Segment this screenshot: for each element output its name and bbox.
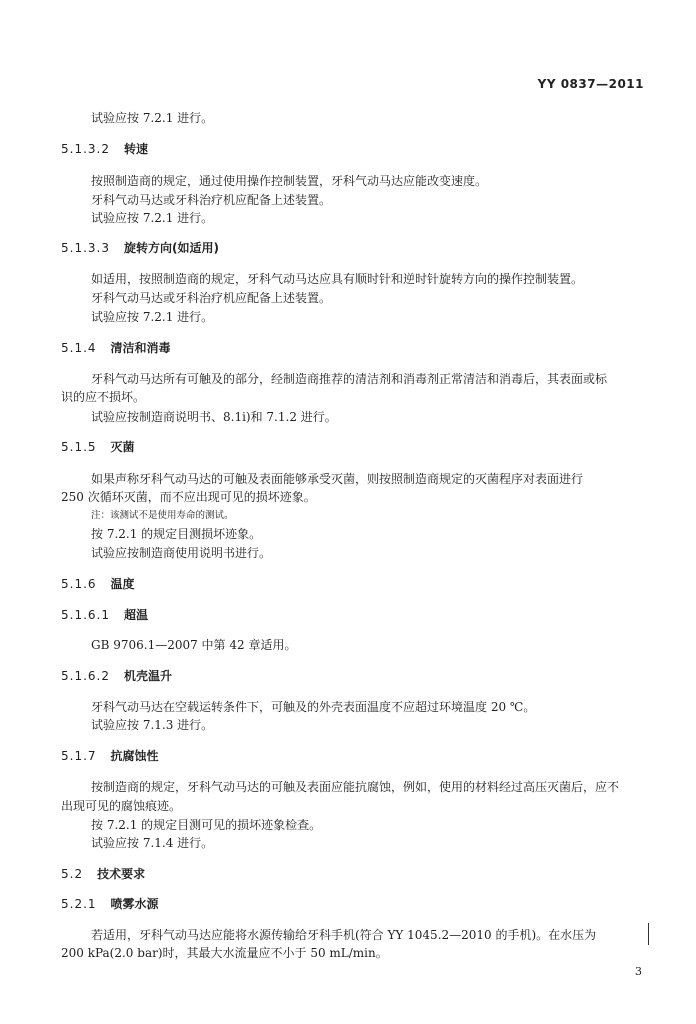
paragraph-line: 试验应按制造商说明书、8.1i)和 7.1.2 进行。	[91, 410, 337, 424]
section-title: 超温	[123, 608, 148, 622]
section-number: 5.1.7	[61, 749, 97, 763]
paragraph-line: 试验应按 7.2.1 进行。	[91, 111, 214, 125]
section-heading-5-2-1	[61, 896, 159, 912]
paragraph-line: 如适用，按照制造商的规定，牙科气动马达应具有顺时针和逆时针旋转方向的操作控制装置。	[91, 272, 584, 286]
paragraph-line: 按 7.2.1 的规定目测损坏迹象。	[91, 527, 262, 541]
section-number: 5.1.6.2	[61, 669, 110, 683]
section-title: 旋转方向(如适用)	[123, 241, 219, 255]
paragraph-line: 按 7.2.1 的规定目测可见的损坏迹象检查。	[91, 818, 322, 832]
section-title: 技术要求	[97, 867, 146, 881]
paragraph-line: 试验应按 7.2.1 进行。	[91, 211, 214, 225]
section-title: 抗腐蚀性	[110, 749, 159, 763]
paragraph-line: 出现可见的腐蚀痕迹。	[61, 799, 182, 813]
section-heading-5-1-4	[61, 340, 171, 356]
paragraph-line: 试验应按 7.2.1 进行。	[91, 310, 214, 324]
section-heading-5-1-7	[61, 748, 159, 764]
section-heading-5-1-3-2	[61, 141, 148, 157]
section-heading-5-1-6	[61, 576, 135, 592]
section-title: 喷雾水源	[110, 897, 159, 911]
paragraph-line: 牙科气动马达或牙科治疗机应配备上述装置。	[91, 193, 332, 207]
paragraph-line: 试验应按 7.1.4 进行。	[91, 836, 214, 850]
section-number: 5.1.5	[61, 440, 97, 454]
paragraph-line: 试验应按 7.1.3 进行。	[91, 718, 214, 732]
section-title: 温度	[110, 577, 135, 591]
section-number: 5.1.4	[61, 341, 97, 355]
paragraph-line: 试验应按制造商使用说明书进行。	[91, 546, 272, 560]
document-code: YY 0837—2011	[537, 77, 644, 91]
paragraph-line: 牙科气动马达或牙科治疗机应配备上述装置。	[91, 291, 332, 305]
paragraph-line: 识的应不损坏。	[61, 390, 146, 404]
section-number: 5.2.1	[61, 897, 97, 911]
revision-margin-bar	[648, 923, 649, 945]
section-heading-5-1-3-3	[61, 240, 219, 256]
paragraph-line: 牙科气动马达在空载运转条件下，可触及的外壳表面温度不应超过环境温度 20 ℃。	[91, 700, 536, 714]
section-heading-5-1-6-1	[61, 607, 148, 623]
section-number: 5.2	[61, 867, 84, 881]
note-text: 注：该测试不是使用寿命的测试。	[91, 510, 234, 521]
paragraph-line: GB 9706.1—2007 中第 42 章适用。	[91, 638, 297, 652]
section-number: 5.1.3.3	[61, 241, 110, 255]
paragraph-line: 牙科气动马达所有可触及的部分，经制造商推荐的清洁剂和消毒剂正常清洁和消毒后，其表面或标	[91, 372, 608, 386]
paragraph-line: 如果声称牙科气动马达的可触及表面能够承受灭菌，则按照制造商规定的灭菌程序对表面进行	[91, 472, 584, 486]
section-number: 5.1.6	[61, 577, 97, 591]
section-title: 清洁和消毒	[110, 341, 171, 355]
section-title: 转速	[123, 142, 148, 156]
paragraph-line: 按制造商的规定，牙科气动马达的可触及表面应能抗腐蚀，例如，使用的材料经过高压灭菌后，应不	[91, 780, 620, 794]
paragraph-line: 若适用，牙科气动马达应能将水源传输给牙科手机(符合 YY 1045.2—2010 的手机)。在水压为	[91, 928, 597, 942]
section-heading-5-1-5	[61, 439, 135, 455]
section-title: 机壳温升	[123, 669, 172, 683]
section-heading-5-1-6-2	[61, 668, 172, 684]
paragraph-line: 按照制造商的规定，通过使用操作控制装置，牙科气动马达应能改变速度。	[91, 174, 488, 188]
paragraph-line: 250 次循环灭菌，而不应出现可见的损坏迹象。	[61, 490, 316, 504]
paragraph-line: 200 kPa(2.0 bar)时，其最大水流量应不小于 50 mL/min。	[61, 946, 388, 960]
section-number: 5.1.3.2	[61, 142, 110, 156]
section-heading-5-2	[61, 866, 145, 882]
section-number: 5.1.6.1	[61, 608, 110, 622]
page-number: 3	[635, 965, 642, 978]
section-title: 灭菌	[110, 440, 135, 454]
